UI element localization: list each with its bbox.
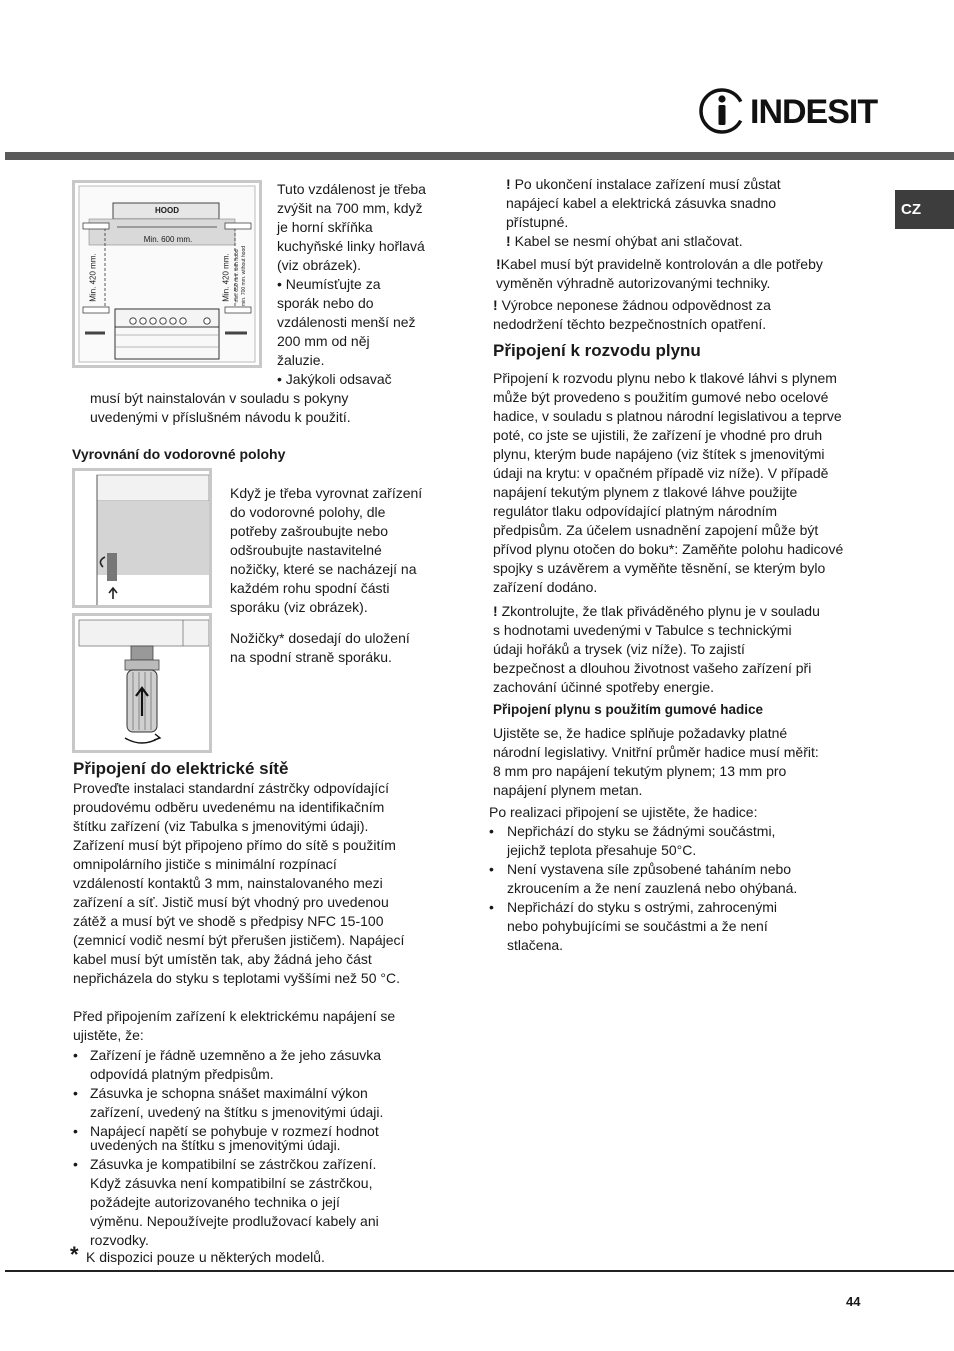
electric-line: kabel musí být umístěn tak, aby žádná jeho část: [73, 951, 372, 967]
gas-line: přívod plynu otočen do boku*: Zaměňte polohu hadicové: [493, 541, 844, 557]
electric-line: štítku zařízení (viz Tabulka s jmenovitými údaji).: [73, 818, 369, 834]
gas-hose-subtitle: Připojení plynu s použitím gumové hadice: [493, 702, 764, 717]
note-1: [493, 175, 873, 232]
electric-line: nepřicházela do styku s teplotami vyššími než 50 °C.: [73, 970, 400, 986]
note-4: [493, 296, 873, 334]
gas-line: zachování účinné spotřeby energie.: [493, 679, 715, 695]
electric-line: Zařízení musí být připojeno přímo do sítě s použitím: [73, 837, 396, 853]
hood-label: HOOD: [155, 206, 179, 215]
leveling-line: nožičky, které se nacházejí na: [230, 561, 417, 577]
electric-bullet-line: požádejte autorizovaného technika o její: [90, 1194, 340, 1210]
electric-line: zátěž a musí být ve shodě s předpisy NFC 15-100: [73, 913, 384, 929]
footnote-text: K dispozici pouze u některých modelů.: [86, 1249, 325, 1265]
gas-bullet: • Nepřichází do styku s ostrými, zahrocenými nebo pohybujícími se součástmi a že není stlačena.: [489, 898, 797, 955]
gas-line: může být provedeno s použitím gumové nebo ocelové: [493, 389, 829, 405]
brand-name: INDESIT: [750, 93, 878, 131]
electric-bullet-line: zařízení, uvedený na štítku s jmenovitými údaji.: [90, 1104, 384, 1120]
gas-bullet-line: nebo pohybujícími se součástmi a že není: [507, 918, 768, 934]
gas-line: napájení tekutým plynem z tlakové láhve použijte: [493, 484, 798, 500]
intro-line: zvýšit na 700 mm, když: [277, 200, 423, 216]
electric-line: vzdáleností kontaktů 3 mm, nainstalovaného mezi: [73, 875, 383, 891]
gas-line: s hodnotami uvedenými v Tabulce s technickými: [493, 622, 792, 638]
exclamation-icon: !: [506, 233, 511, 249]
note-line: Výrobce neponese žádnou odpovědnost za: [501, 297, 771, 313]
gas-bullet-line: Nepřichází do styku s ostrými, zahrocenými: [507, 899, 777, 915]
intro-text: [277, 180, 437, 389]
gas-bullet-line: jejichž teplota přesahuje 50°C.: [507, 842, 697, 858]
electric-bullet-line: Zařízení je řádně uzemněno a že jeho zásuvka: [90, 1047, 382, 1063]
electric-line: omnipolárního jističe s minimální rozpínací: [73, 856, 337, 872]
electric-bullet-line: uvedených na štítku s jmenovitými údaji.: [90, 1137, 341, 1153]
intro-continuation: [90, 389, 351, 427]
leveling-line: odšroubujte nastavitelné: [230, 542, 382, 558]
electric-bullet-line: rozvodky.: [90, 1232, 149, 1248]
gas-after-connection: Po realizaci připojení se ujistěte, že hadice:: [489, 804, 758, 820]
electric-line: zařízení a síť. Jistič musí být vhodný pro uvedenou: [73, 894, 389, 910]
gas-line: údaji hořáků a trysek (viz níže). To zajistí: [493, 641, 745, 657]
note-line: vyměněn výhradně autorizovanými techniky.: [496, 275, 771, 291]
gas-pressure-note: [493, 602, 820, 697]
electric-bullet: • Napájecí napětí se pohybuje v rozmezí hodnot uvedených na štítku s jmenovitými údaji.: [73, 1122, 443, 1155]
electric-bullets: [73, 1046, 443, 1250]
header-bar: [5, 152, 954, 160]
intro-line: vzdálenosti menší než: [277, 314, 416, 330]
gas-bullets: [489, 822, 797, 955]
exclamation-icon: !: [496, 256, 501, 272]
footer-rule: [5, 1270, 954, 1272]
intro-line: kuchyňské linky hořlavá: [277, 238, 425, 254]
electric-title: Připojení do elektrické sítě: [73, 759, 289, 778]
min-650-label: min. 650 mm. with hood: [234, 249, 240, 303]
electric-bullet: • Zásuvka je schopna snášet maximální výkon zařízení, uvedený na štítku s jmenovitými údaji.: [73, 1084, 443, 1122]
safety-notes: [493, 175, 873, 334]
gas-bullet: • Není vystavena síle způsobené taháním nebo zkroucením a že není zauzlená nebo ohýbaná.: [489, 861, 798, 896]
electric-line: ujistěte, že:: [73, 1027, 144, 1043]
min-420-left-label: Min. 420 mm.: [88, 253, 98, 302]
gas-bullet-line: zkroucením a že není zauzlená nebo ohýbaná.: [507, 880, 798, 896]
note-line: nedodržení těchto bezpečnostních opatření.: [493, 316, 767, 332]
gas-line: hadice, v souladu s platnou národní legislativou a teprve: [493, 408, 842, 424]
note-2: [493, 232, 873, 251]
intro-line: je horní skříňka: [277, 219, 373, 235]
gas-text: [493, 369, 843, 597]
leveling-title: Vyrovnání do vodorovné polohy: [72, 446, 286, 462]
electric-bullet-line: odpovídá platným předpisům.: [90, 1066, 274, 1082]
min-700-label: min. 700 mm. without hood: [241, 245, 247, 307]
gas-line: poté, co jste se ujistili, že zařízení je vhodné pro druh: [493, 427, 823, 443]
min-420-right-label: Min. 420 mm.: [221, 253, 231, 302]
gas-bullet-line: Nepřichází do styku se žádnými součástmi,: [507, 823, 776, 839]
leveling-line: Když je třeba vyrovnat zařízení: [230, 485, 423, 501]
electric-text: [73, 779, 404, 1045]
note-line: Kabel se nesmí ohýbat ani stlačovat.: [514, 233, 743, 249]
gas-hose-text: [493, 724, 819, 800]
gas-bullet-line: Není vystavena síle způsobené taháním nebo: [507, 861, 792, 877]
footnote-star: *: [70, 1242, 79, 1267]
gas-line: spojky s uzávěrem a vyměňte těsnění, se kterým bylo: [493, 560, 826, 576]
gas-bullet-line: stlačena.: [507, 937, 564, 953]
indesit-logo-icon: [698, 86, 748, 136]
intro-cont-line: musí být nainstalován v souladu s pokyny: [90, 390, 349, 406]
electric-line: Proveďte instalaci standardní zástrčky odpovídající: [73, 780, 389, 796]
gas-line: národní legislativy. Vnitřní průměr hadice musí měřit:: [493, 744, 819, 760]
gas-line: bezpečnost a dlouhou životnost vašeho zařízení při: [493, 660, 812, 676]
intro-cont-line: uvedenými v příslušném návodu k použití.: [90, 409, 351, 425]
note-line: Kabel musí být pravidelně kontrolován a dle potřeby: [500, 256, 823, 272]
leveling-line: potřeby zašroubujte nebo: [230, 523, 388, 539]
note-line: přístupné.: [506, 214, 569, 230]
intro-line: • Jakýkoli odsavač: [277, 371, 392, 387]
gas-title: Připojení k rozvodu plynu: [493, 341, 701, 360]
electric-bullet-line: výměnu. Nepoužívejte prodlužovací kabely ani: [90, 1213, 379, 1229]
gas-line: předpisům. Za účelem usnadnění zapojení může být: [493, 522, 819, 538]
gas-line: plynu, kterým bude napájeno (viz štítek s jmenovitými: [493, 446, 825, 462]
intro-line: žaluzie.: [277, 352, 325, 368]
gas-line: údaji na krytu: v opačném případě viz níže). V případě: [493, 465, 829, 481]
note-line: napájecí kabel a elektrická zásuvka snadno: [506, 195, 777, 211]
exclamation-icon: !: [506, 176, 511, 192]
gas-line: Připojení k rozvodu plynu nebo k tlakové láhvi s plynem: [493, 370, 837, 386]
electric-bullet-line: Zásuvka je kompatibilní se zástrčkou zařízení.: [90, 1156, 377, 1172]
intro-line: • Neumísťujte za: [277, 276, 381, 292]
electric-line: proudovému odběru uvedenému na identifikačním: [73, 799, 385, 815]
language-tab: CZ: [895, 190, 954, 229]
note-line: Po ukončení instalace zařízení musí zůstat: [514, 176, 781, 192]
electric-line: (zemnicí vodič nesmí být přerušen jističem). Napájecí: [73, 932, 405, 948]
intro-line: (viz obrázek).: [277, 257, 362, 273]
leveling-line: na spodní straně sporáku.: [230, 649, 392, 665]
indesit-logo: [698, 86, 878, 136]
leveling-figure-top: [72, 468, 212, 608]
intro-line: sporák nebo do: [277, 295, 374, 311]
leveling-drawing-top: [75, 471, 209, 605]
leveling-line: sporáku (viz obrázek).: [230, 599, 368, 615]
gas-bullet: • Nepřichází do styku se žádnými součástmi, jejichž teplota přesahuje 50°C.: [489, 822, 797, 860]
electric-line: Před připojením zařízení k elektrickému napájení se: [73, 1008, 396, 1024]
gas-line: 8 mm pro napájení tekutým plynem; 13 mm pro: [493, 763, 787, 779]
gas-line: zařízení dodáno.: [493, 579, 598, 595]
gas-line: Zkontrolujte, že tlak přiváděného plynu je v souladu: [501, 603, 820, 619]
leveling-line: Nožičky* dosedají do uložení: [230, 630, 410, 646]
gas-line: Ujistěte se, že hadice splňuje požadavky platné: [493, 725, 788, 741]
intro-line: Tuto vzdálenost je třeba: [277, 181, 426, 197]
leveling-line: každém rohu spodní části: [230, 580, 390, 596]
leveling-text: [230, 484, 422, 667]
note-3: [493, 255, 873, 293]
electric-bullet-line: Když zásuvka není kompatibilní se zástrčkou,: [90, 1175, 373, 1191]
gas-line: regulátor tlaku odpovídající platným národním: [493, 503, 778, 519]
min-600-label: Min. 600 mm.: [143, 235, 193, 244]
exclamation-icon: !: [493, 603, 498, 619]
leveling-figure-bottom: [72, 613, 212, 753]
gas-line: napájení plynem metan.: [493, 782, 643, 798]
intro-line: 200 mm od něj: [277, 333, 370, 349]
electric-bullet-line: Zásuvka je schopna snášet maximální výkon: [90, 1085, 368, 1101]
electric-bullet: • Zařízení je řádně uzemněno a že jeho zásuvka odpovídá platným předpisům.: [73, 1046, 443, 1084]
exclamation-icon: !: [493, 297, 498, 313]
page-number: 44: [846, 1294, 861, 1309]
leveling-line: do vodorovné polohy, dle: [230, 504, 386, 520]
hood-clearance-figure: [72, 180, 262, 368]
leveling-drawing-bottom: [75, 616, 209, 750]
electric-bullet-line: Napájecí napětí se pohybuje v rozmezí hodnot: [90, 1123, 379, 1139]
electric-bullet: • Zásuvka je kompatibilní se zástrčkou zařízení. Když zásuvka není kompatibilní se zástrčkou, požádejte autorizovaného technika o její výměnu. Nepoužívejte prodlužovací kabely ani rozvodky.: [73, 1155, 443, 1250]
